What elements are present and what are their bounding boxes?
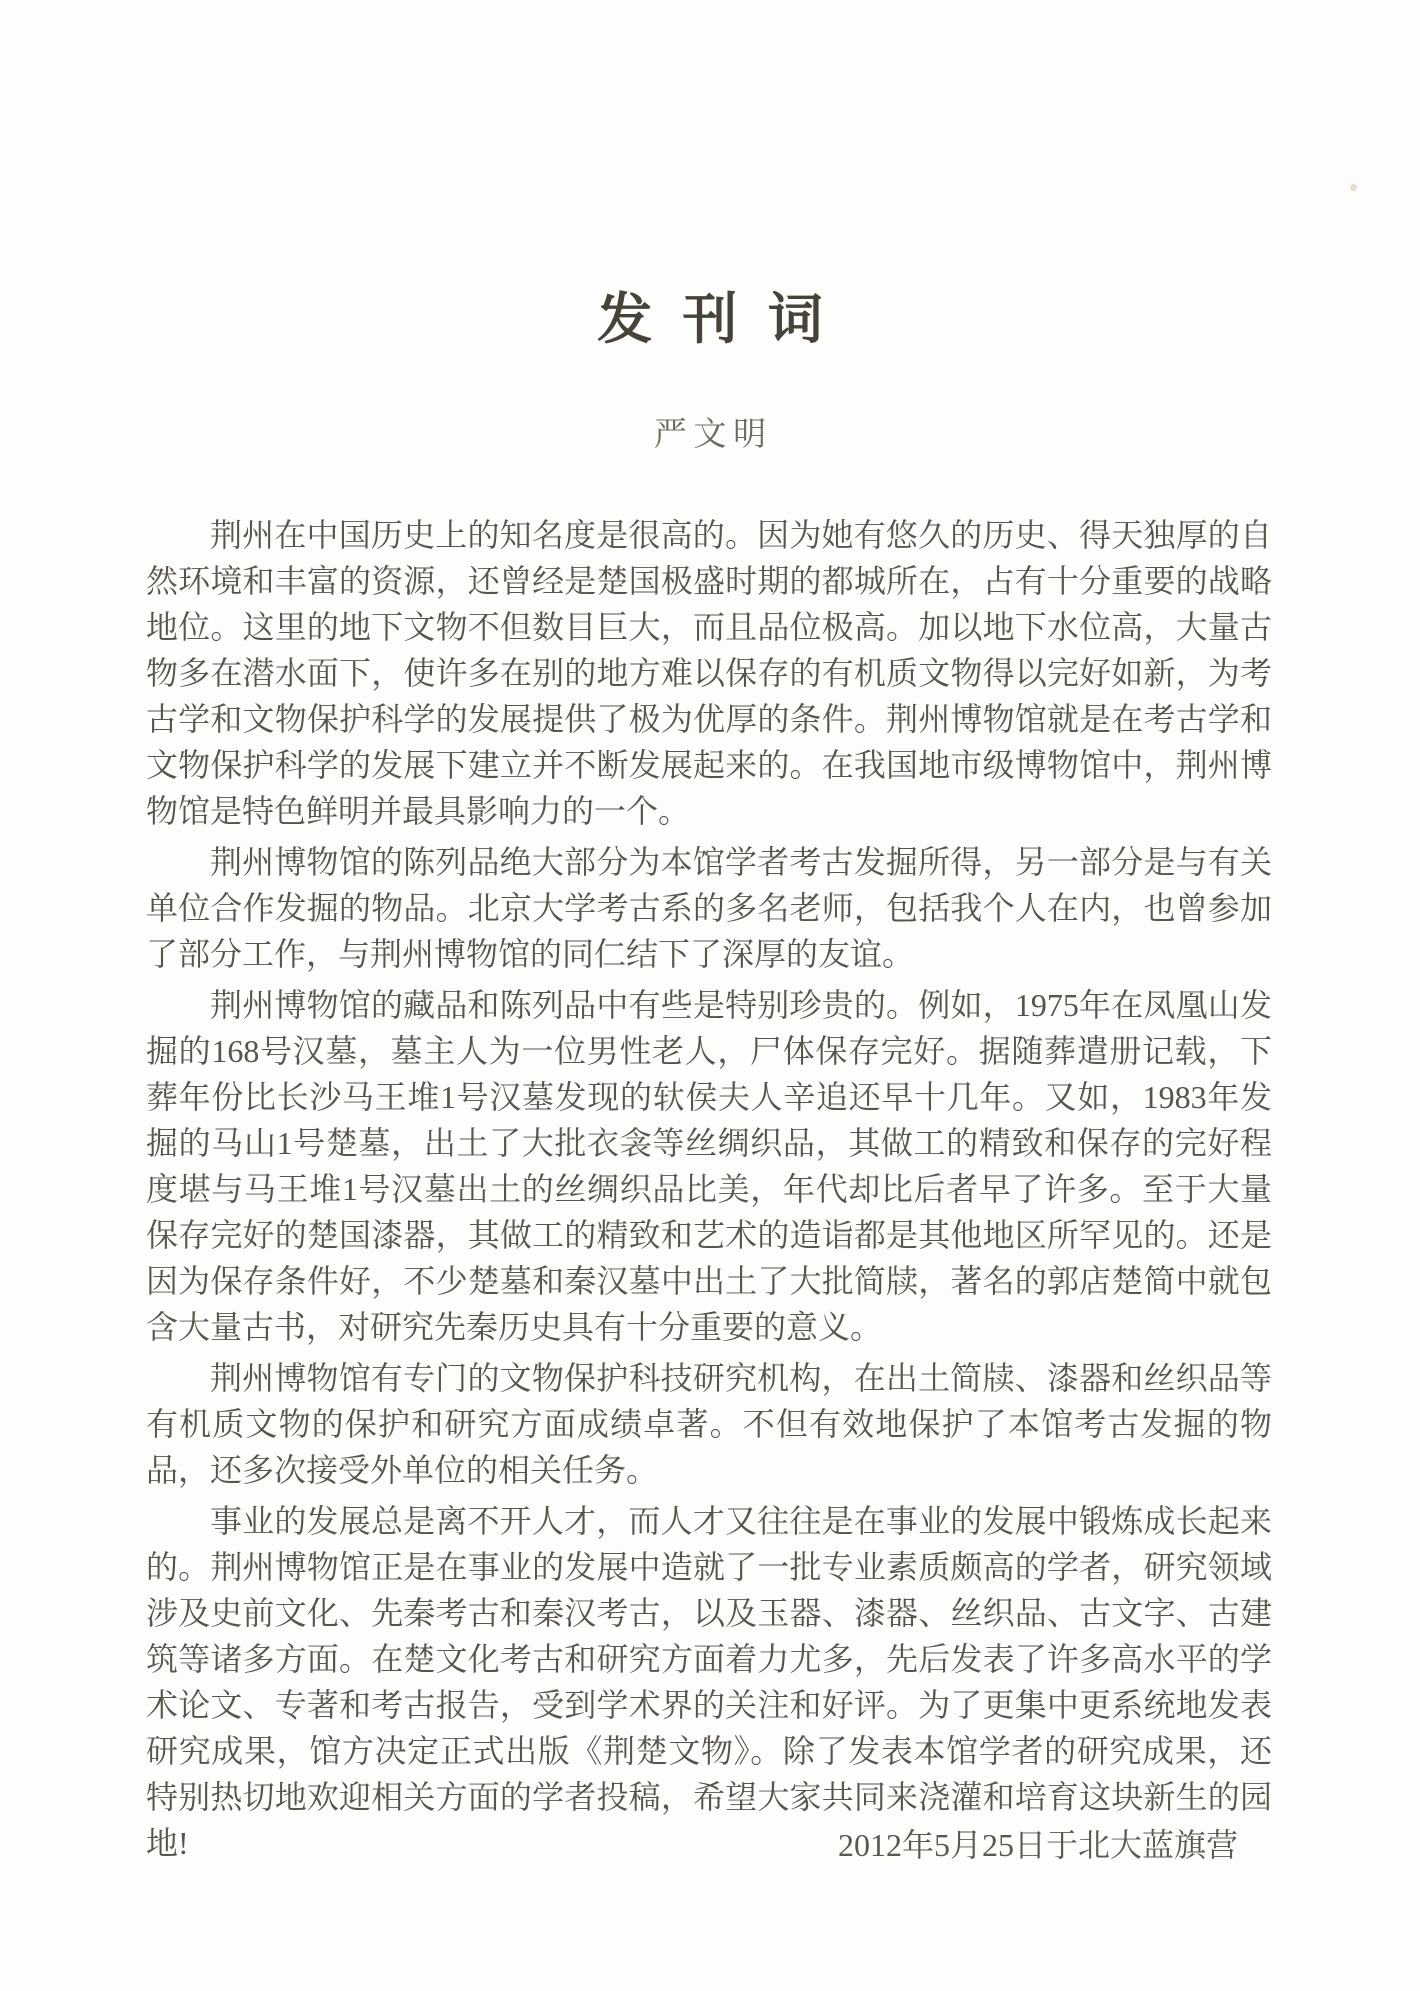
scan-speck [1350,184,1357,191]
paragraph-1: 荆州在中国历史上的知名度是很高的。因为她有悠久的历史、得天独厚的自然环境和丰富的资源，还曾经是楚国极盛时期的都城所在，占有十分重要的战略地位。这里的地下文物不但数目巨大，而且品位极高。加以地下水位高，大量古物多在潜水面下，使许多在别的地方难以保存的有机质文物得以完好如新，为考古学和文物保护科学的发展提供了极为优厚的条件。荆州博物馆就是在考古学和文物保护科学的发展下建立并不断发展起来的。在我国地市级博物馆中，荆州博物馆是特色鲜明并最具影响力的一个。 [146,517,1272,829]
paragraph-2: 荆州博物馆的陈列品绝大部分为本馆学者考古发掘所得，另一部分是与有关单位合作发掘的物品。北京大学考古系的多名老师，包括我个人在内，也曾参加了部分工作，与荆州博物馆的同仁结下了深厚的友谊。 [146,844,1272,972]
paragraph-5: 事业的发展总是离不开人才，而人才又往往是在事业的发展中锻炼成长起来的。荆州博物馆正是在事业的发展中造就了一批专业素质颇高的学者，研究领域涉及史前文化、先秦考古和秦汉考古，以及玉器、漆器、丝织品、古文字、古建筑等诸多方面。在楚文化考古和研究方面着力尤多，先后发表了许多高水平的学术论文、专著和考古报告，受到学术界的关注和好评。为了更集中更系统地发表研究成果，馆方决定正式出版《荆楚文物》。除了发表本馆学者的研究成果，还特别热切地欢迎相关方面的学者投稿，希望大家共同来浇灌和培育这块新生的园地! [146,1503,1272,1861]
author-name: 严文明 [653,417,773,453]
dateline: 2012年5月25日于北大蓝旗营 [837,1827,1238,1863]
paragraph-3: 荆州博物馆的藏品和陈列品中有些是特别珍贵的。例如，1975年在凤凰山发掘的168号汉墓，墓主人为一位男性老人，尸体保存完好。据随葬遣册记载，下葬年份比长沙马王堆1号汉墓发现的轪侯夫人辛追还早十几年。又如，1983年发掘的马山1号楚墓，出土了大批衣衾等丝绸织品，其做工的精致和保存的完好程度堪与马王堆1号汉墓出土的丝绸织品比美，年代却比后者早了许多。至于大量保存完好的楚国漆器，其做工的精致和艺术的造诣都是其他地区所罕见的。还是因为保存条件好，不少楚墓和秦汉墓中出土了大批简牍，著名的郭店楚简中就包含大量古书，对研究先秦历史具有十分重要的意义。 [146,987,1272,1345]
page-title: 发刊词 [597,289,853,350]
body-text [146,512,1272,1871]
paragraph-4: 荆州博物馆有专门的文物保护科技研究机构，在出土简牍、漆器和丝织品等有机质文物的保护和研究方面成绩卓著。不但有效地保护了本馆考古发掘的物品，还多次接受外单位的相关任务。 [146,1360,1272,1488]
